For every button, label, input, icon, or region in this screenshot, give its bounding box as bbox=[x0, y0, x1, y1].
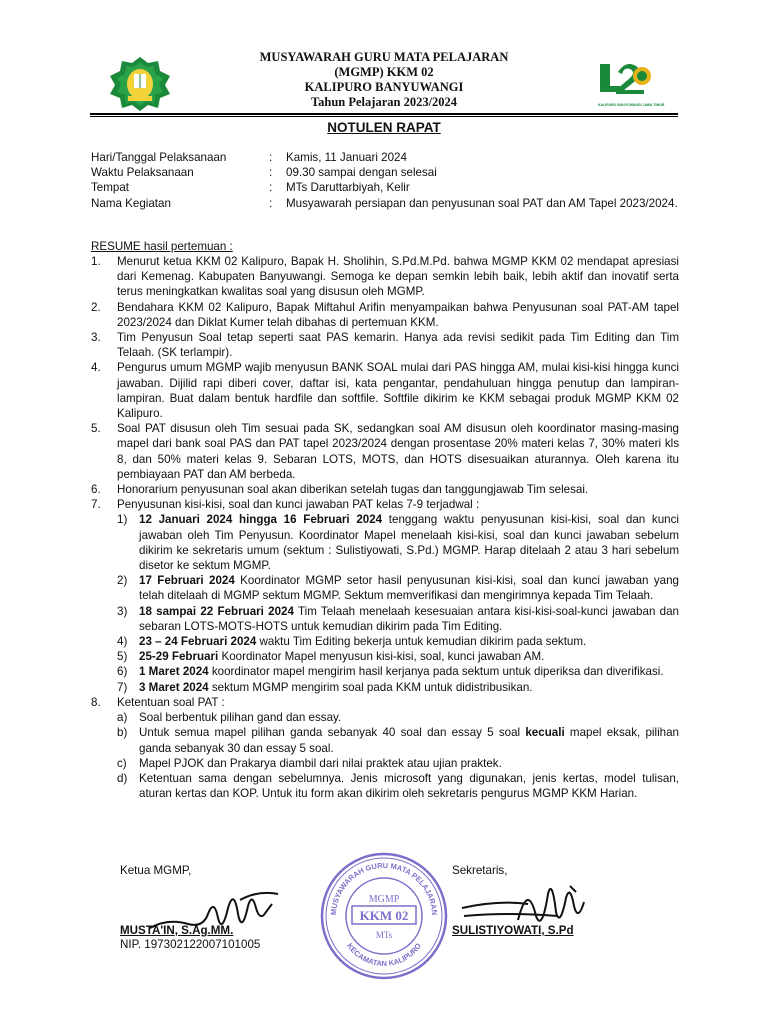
rule-pre: Ketentuan sama dengan sebelumnya. Jenis microsoft yang digunakan, jenis kertas, model tulisan, aturan kertas dan KOP. Untuk itu form akan dikirim oleh sekretaris pengurus MGMP KKM Harian. bbox=[139, 771, 679, 801]
schedule-text bbox=[139, 680, 679, 695]
schedule-date: 1 Maret 2024 bbox=[139, 665, 209, 679]
page-title: NOTULEN RAPAT bbox=[327, 120, 441, 135]
info-label: Tempat bbox=[91, 181, 130, 195]
schedule-item bbox=[117, 512, 679, 573]
item-text: Pengurus umum MGMP wajib menyusun BANK SOAL mulai dari PAS hingga AM, mulai kisi-kisi hingga kunci jawaban. Dijilid rapi diberi cover, daftar isi, kata pengantar, pendahuluan hingga penutup dan lampiran-lampiran. Buat dalam bentuk hardfile dan softfile. Softfile dikirim ke KKM sebagai produk MGMP KKM 02 Kalipuro. bbox=[117, 361, 679, 421]
item-text: Menurut ketua KKM 02 Kalipuro, Bapak H. Sholihin, S.Pd.M.Pd. bahwa MGMP KKM 02 mendapat apresiasi dari Kemenag. Kabupaten Banyuwangi. Semoga ke depan semkin lebih baik, lebih aktif dan inovatif serta terus meningkatkan kwalitas soal yang disusun oleh MGMP. bbox=[117, 255, 679, 299]
schedule-desc: koordinator mapel mengirim hasil kerjanya pada sektum untuk diperiksa dan diverifikasi. bbox=[208, 665, 664, 679]
schedule-item bbox=[117, 649, 679, 664]
item-text: Tim Penyusun Soal tetap seperti saat PAS kemarin. Hanya ada revisi sedikit pada Tim Editing dan Tim Telaah. (SK terlampir). bbox=[117, 331, 679, 360]
mgmp-stamp bbox=[318, 850, 450, 982]
list-item bbox=[91, 695, 679, 710]
rule-item bbox=[117, 725, 679, 755]
info-label: Hari/Tanggal Pelaksanaan bbox=[91, 151, 227, 164]
rule-bold: kecuali bbox=[525, 726, 565, 740]
stamp-ring-text: MUSYAWARAH GURU MATA PELAJARAN bbox=[328, 860, 440, 916]
schedule-desc: tenggang waktu penyusunan kisi-kisi, soal dan kunci jawaban oleh Tim Penyusun. Koordinator Mapel menelaah kisi-kisi, soal dan kunci jawaban sebelum dikirim ke sekretaris umum (sektum : Sulistiyowati, S.Pd.) MGMP. Harap ditelaah 2 atau 3 hari sebelum disetor ke sektum MGMP. bbox=[139, 513, 679, 573]
letterhead-line-3: KALIPURO BANYUWANGI bbox=[304, 80, 464, 94]
letterhead-line-4: Tahun Pelajaran 2023/2024 bbox=[310, 95, 458, 109]
schedule-text bbox=[139, 573, 679, 603]
chair-nip: NIP. 197302122007101005 bbox=[120, 938, 261, 951]
item-8 bbox=[91, 695, 679, 710]
schedule-desc: Tim Telaah menelaah kesesuaian antara kisi-kisi-soal-kunci jawaban dan sebaran LOTS-MOTS-HOTS untuk kemudian dikirim pada Tim Editing. bbox=[139, 604, 679, 633]
info-value: Musyawarah persiapan dan penyusunan soal PAT dan AM Tapel 2023/2024. bbox=[286, 196, 678, 210]
header-rule-thick bbox=[90, 113, 678, 115]
list-item bbox=[91, 497, 679, 512]
item-number: 3. bbox=[91, 331, 101, 345]
schedule-desc: sektum MGMP mengirim soal pada KKM untuk didistribusikan. bbox=[208, 680, 533, 694]
header-rule-thin bbox=[90, 116, 678, 117]
schedule-text bbox=[139, 512, 679, 573]
secretary-label: Sekretaris, bbox=[452, 864, 508, 877]
schedule-date: 17 Februari 2024 bbox=[139, 574, 235, 588]
item-text: Honorarium penyusunan soal akan diberikan setelah tugas dan tanggungjawab Tim selesai. bbox=[117, 483, 589, 497]
info-row bbox=[91, 165, 678, 180]
list-item bbox=[91, 254, 679, 300]
list-item bbox=[91, 421, 679, 482]
stamp-top: MGMP bbox=[368, 894, 400, 905]
rule-pre: Soal berbentuk pilihan gand dan essay. bbox=[139, 711, 342, 725]
letterhead-line-1: MUSYAWARAH GURU MATA PELAJARAN bbox=[259, 50, 509, 64]
item-number: 4. bbox=[91, 361, 101, 375]
info-row bbox=[91, 180, 678, 195]
list-item bbox=[91, 300, 679, 330]
chair-label: Ketua MGMP, bbox=[120, 864, 192, 877]
resume-heading: RESUME hasil pertemuan : bbox=[91, 240, 233, 253]
rule-post: mapel eksak, pilihan ganda sebanyak 30 dan essay 5 soal. bbox=[139, 726, 679, 755]
schedule-item bbox=[117, 634, 679, 649]
info-value: MTs Daruttarbiyah, Kelir bbox=[286, 181, 410, 195]
info-colon: : bbox=[269, 196, 273, 210]
info-label: Waktu Pelaksanaan bbox=[91, 166, 194, 180]
schedule-number: 4) bbox=[117, 635, 128, 649]
meeting-info bbox=[91, 150, 678, 211]
info-value: Kamis, 11 Januari 2024 bbox=[286, 151, 407, 164]
kkm-logo bbox=[598, 58, 665, 107]
schedule-number: 6) bbox=[117, 665, 128, 679]
schedule-desc: Koordinator MGMP setor hasil penyusunan kisi-kisi, soal dan kunci jawaban yang telah ditelaah di MGMP sektum MGMP. Sektum memverifikasi dan mengirimnya kepada Tim Telaah. bbox=[139, 574, 679, 603]
rule-pre: Untuk semua mapel pilihan ganda sebanyak 40 soal dan essay 5 soal bbox=[139, 726, 526, 740]
rule-text bbox=[139, 710, 679, 725]
schedule-number: 2) bbox=[117, 574, 128, 588]
schedule-text bbox=[139, 664, 679, 679]
info-row bbox=[91, 150, 678, 165]
item-number: 8. bbox=[91, 695, 101, 709]
schedule-item bbox=[117, 680, 679, 695]
list-item bbox=[91, 330, 679, 360]
info-value: 09.30 sampai dengan selesai bbox=[286, 166, 437, 180]
schedule-number: 5) bbox=[117, 650, 128, 664]
info-row bbox=[91, 196, 678, 211]
letterhead-line-2: (MGMP) KKM 02 bbox=[334, 65, 434, 79]
info-label: Nama Kegiatan bbox=[91, 196, 171, 210]
item-number: 2. bbox=[91, 300, 101, 314]
info-colon: : bbox=[269, 151, 273, 164]
schedule-date: 12 Januari 2024 hingga 16 Februari 2024 bbox=[139, 513, 383, 527]
item-text: Soal PAT disusun oleh Tim sesuai pada SK, sedangkan soal AM disusun oleh koordinator masing-masing mapel dari bank soal PAS dan PAT tapel 2023/2024 dengan prosentase 20% materi kelas 7, 30% materi kls 8, dan 50% materi kelas 9. Sebaran LOTS, MOTS, dan HOTS disesuaikan aturannya. Oleh karena itu pembiayaan PAT dan AM berbeda. bbox=[117, 422, 679, 481]
secretary-name: SULISTIYOWATI, S.Pd bbox=[452, 924, 574, 937]
item-number: 6. bbox=[91, 483, 101, 497]
rule-text bbox=[139, 771, 679, 801]
item-number: 1. bbox=[91, 255, 101, 268]
item-number: 5. bbox=[91, 422, 101, 436]
schedule-item bbox=[117, 573, 679, 603]
item-text: Penyusunan kisi-kisi, soal dan kunci jawaban PAT kelas 7-9 terjadwal : bbox=[117, 498, 480, 512]
rule-pre: Mapel PJOK dan Prakarya diambil dari nilai praktek atau ujian praktek. bbox=[139, 756, 502, 770]
rule-letter: d) bbox=[117, 771, 128, 785]
schedule-list bbox=[117, 512, 679, 694]
schedule-number: 1) bbox=[117, 513, 128, 527]
resume-list bbox=[91, 254, 679, 512]
schedule-desc: waktu Tim Editing bekerja untuk kemudian dikirim pada sektum. bbox=[256, 635, 587, 649]
kkm-logo-caption: KALIPURO BANYUWANGI JAWA TIMUR bbox=[598, 103, 665, 107]
list-item bbox=[91, 360, 679, 421]
rule-item bbox=[117, 771, 679, 801]
stamp-middle: KKM 02 bbox=[359, 908, 409, 923]
resume-body bbox=[91, 254, 679, 801]
schedule-date: 23 – 24 Februari 2024 bbox=[139, 635, 257, 649]
rule-letter: a) bbox=[117, 711, 128, 725]
schedule-desc: Koordinator Mapel menyusun kisi-kisi, soal, kunci jawaban AM. bbox=[218, 650, 545, 664]
schedule-date: 25-29 Februari bbox=[139, 650, 219, 664]
rule-item bbox=[117, 756, 679, 771]
rule-text bbox=[139, 725, 679, 755]
schedule-item bbox=[117, 664, 679, 679]
rule-text bbox=[139, 756, 679, 771]
schedule-number: 3) bbox=[117, 604, 128, 618]
list-item bbox=[91, 482, 679, 497]
schedule-date: 18 sampai 22 Februari 2024 bbox=[139, 604, 294, 618]
chair-name: MUSTA'IN, S.Ag.MM. bbox=[120, 924, 234, 937]
schedule-text bbox=[139, 649, 679, 664]
rules-list bbox=[117, 710, 679, 801]
item-number: 7. bbox=[91, 498, 101, 512]
item-text: Bendahara KKM 02 Kalipuro, Bapak Miftahul Arifin menyampaikan bahwa Penyusunan soal PAT-AM tapel 2023/2024 dan Diklat Kumer telah dibahas di pertemuan KKM. bbox=[117, 300, 679, 329]
schedule-text bbox=[139, 634, 679, 649]
item-text: Ketentuan soal PAT : bbox=[117, 695, 225, 709]
stamp-bottom-text: KECAMATAN KALIPURO bbox=[345, 941, 423, 969]
info-colon: : bbox=[269, 166, 273, 180]
schedule-number: 7) bbox=[117, 680, 128, 694]
info-colon: : bbox=[269, 181, 273, 195]
schedule-item bbox=[117, 604, 679, 634]
kkm-logo-icon bbox=[598, 58, 654, 96]
rule-letter: c) bbox=[117, 756, 127, 770]
schedule-date: 3 Maret 2024 bbox=[139, 680, 209, 694]
stamp-bottom: MTs bbox=[375, 930, 393, 940]
schedule-text bbox=[139, 604, 679, 634]
rule-letter: b) bbox=[117, 726, 128, 740]
rule-item bbox=[117, 710, 679, 725]
